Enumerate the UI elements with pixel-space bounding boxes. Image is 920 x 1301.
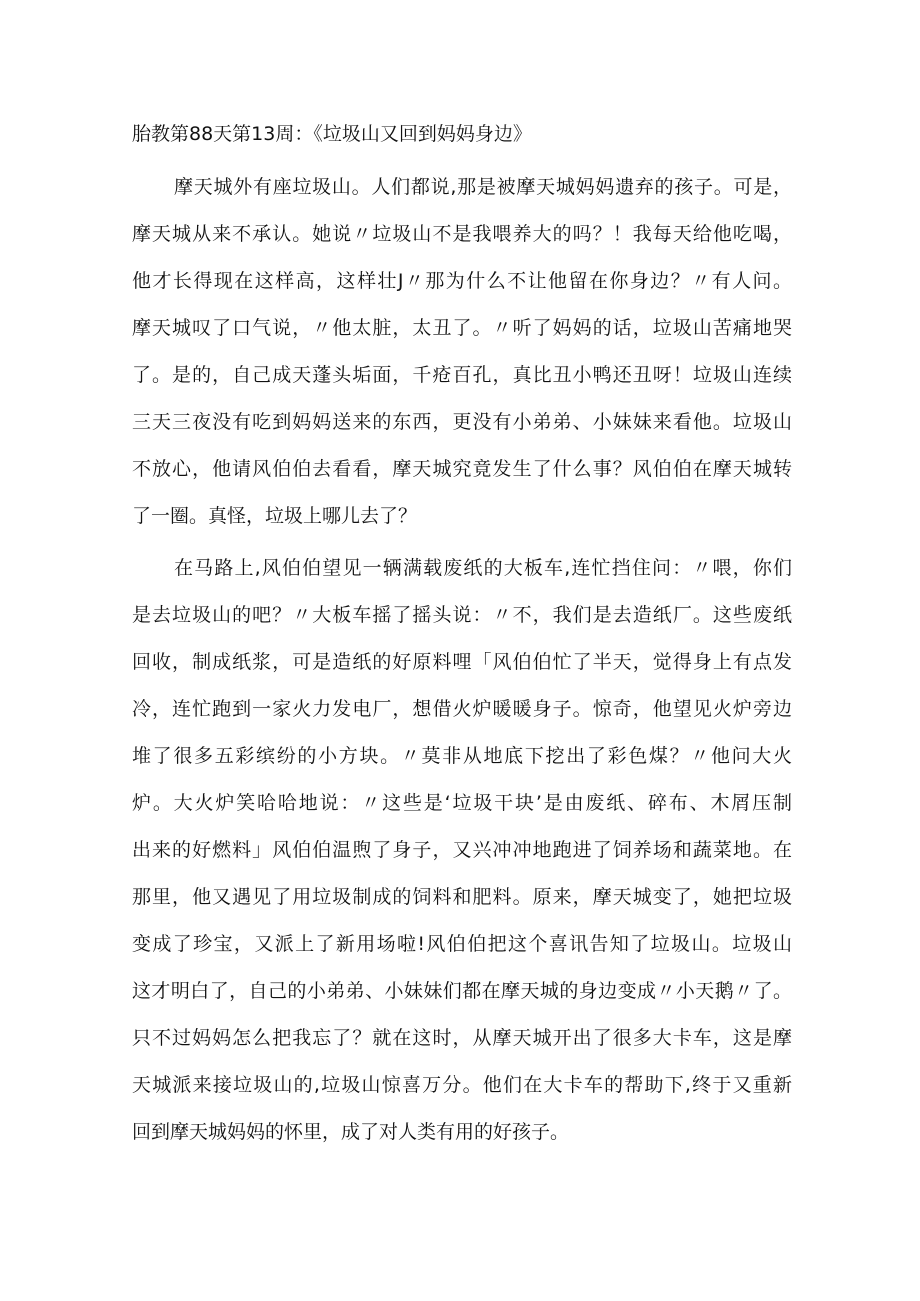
text-line: 摩天城从来不承认。她说〃垃圾山不是我喂养大的吗？！我每天给他吃喝， — [132, 223, 792, 245]
text-line: 摩天城叹了口气说，〃他太脏，太丑了。〃听了妈妈的话，垃圾山苦痛地哭 — [132, 317, 792, 339]
text-line: 变成了珍宝，又派上了新用场啦!风伯伯把这个喜讯告知了垃圾山。垃圾山 — [132, 933, 792, 955]
text-line: 了。是的，自己成天蓬头垢面，千疮百孔，真比丑小鸭还丑呀！垃圾山连续 — [132, 364, 792, 386]
paragraph-1 — [132, 164, 792, 540]
text-line: 天城派来接垃圾山的,垃圾山惊喜万分。他们在大卡车的帮助下,终于又重新 — [132, 1074, 792, 1096]
document-body — [132, 164, 792, 1156]
text-line: 在马路上,风伯伯望见一辆满载废纸的大板车,连忙挡住问：〃喂，你们 — [174, 557, 792, 579]
text-line: 堆了很多五彩缤纷的小方块。〃莫非从地底下挖出了彩色煤？〃他问大火 — [132, 745, 792, 767]
text-line: 回到摩天城妈妈的怀里，成了对人类有用的好孩子。 — [132, 1121, 570, 1143]
text-line: 炉。大火炉笑哈哈地说：〃这些是‘垃圾干块’是由废纸、碎布、木屑压制 — [132, 792, 792, 814]
text-line: 不放心，他请风伯伯去看看，摩天城究竟发生了什么事？风伯伯在摩天城转 — [132, 458, 792, 480]
text-line: 冷，连忙跑到一家火力发电厂，想借火炉暖暖身子。惊奇，他望见火炉旁边 — [132, 698, 792, 720]
text-line: 摩天城外有座垃圾山。人们都说,那是被摩天城妈妈遗弃的孩子。可是， — [174, 176, 792, 198]
text-line: 那里，他又遇见了用垃圾制成的饲料和肥料。原来，摩天城变了，她把垃圾 — [132, 886, 792, 908]
text-line: 出来的好燃料」风伯伯温煦了身子，又兴冲冲地跑进了饲养场和蔬菜地。在 — [132, 839, 792, 861]
text-line: 了一圈。真怪，垃圾上哪儿去了？ — [132, 505, 418, 527]
paragraph-2 — [132, 545, 792, 1156]
text-line: 只不过妈妈怎么把我忘了？就在这时，从摩天城开出了很多大卡车，这是摩 — [132, 1027, 792, 1049]
text-line: 他才长得现在这样高，这样壮J〃那为什么不让他留在你身边？〃有人问。 — [132, 270, 792, 292]
text-line: 三天三夜没有吃到妈妈送来的东西，更没有小弟弟、小妹妹来看他。垃圾山 — [132, 411, 792, 433]
text-line: 是去垃圾山的吧？〃大板车摇了摇头说：〃不，我们是去造纸厂。这些废纸 — [132, 604, 792, 626]
document-title: 胎教第88天第13周：《垃圾山又回到妈妈身边》 — [132, 123, 532, 145]
text-line: 这才明白了，自己的小弟弟、小妹妹们都在摩天城的身边变成〃小天鹅〃了。 — [132, 980, 792, 1002]
text-line: 回收，制成纸浆，可是造纸的好原料哩「风伯伯忙了半天，觉得身上有点发 — [132, 651, 792, 673]
